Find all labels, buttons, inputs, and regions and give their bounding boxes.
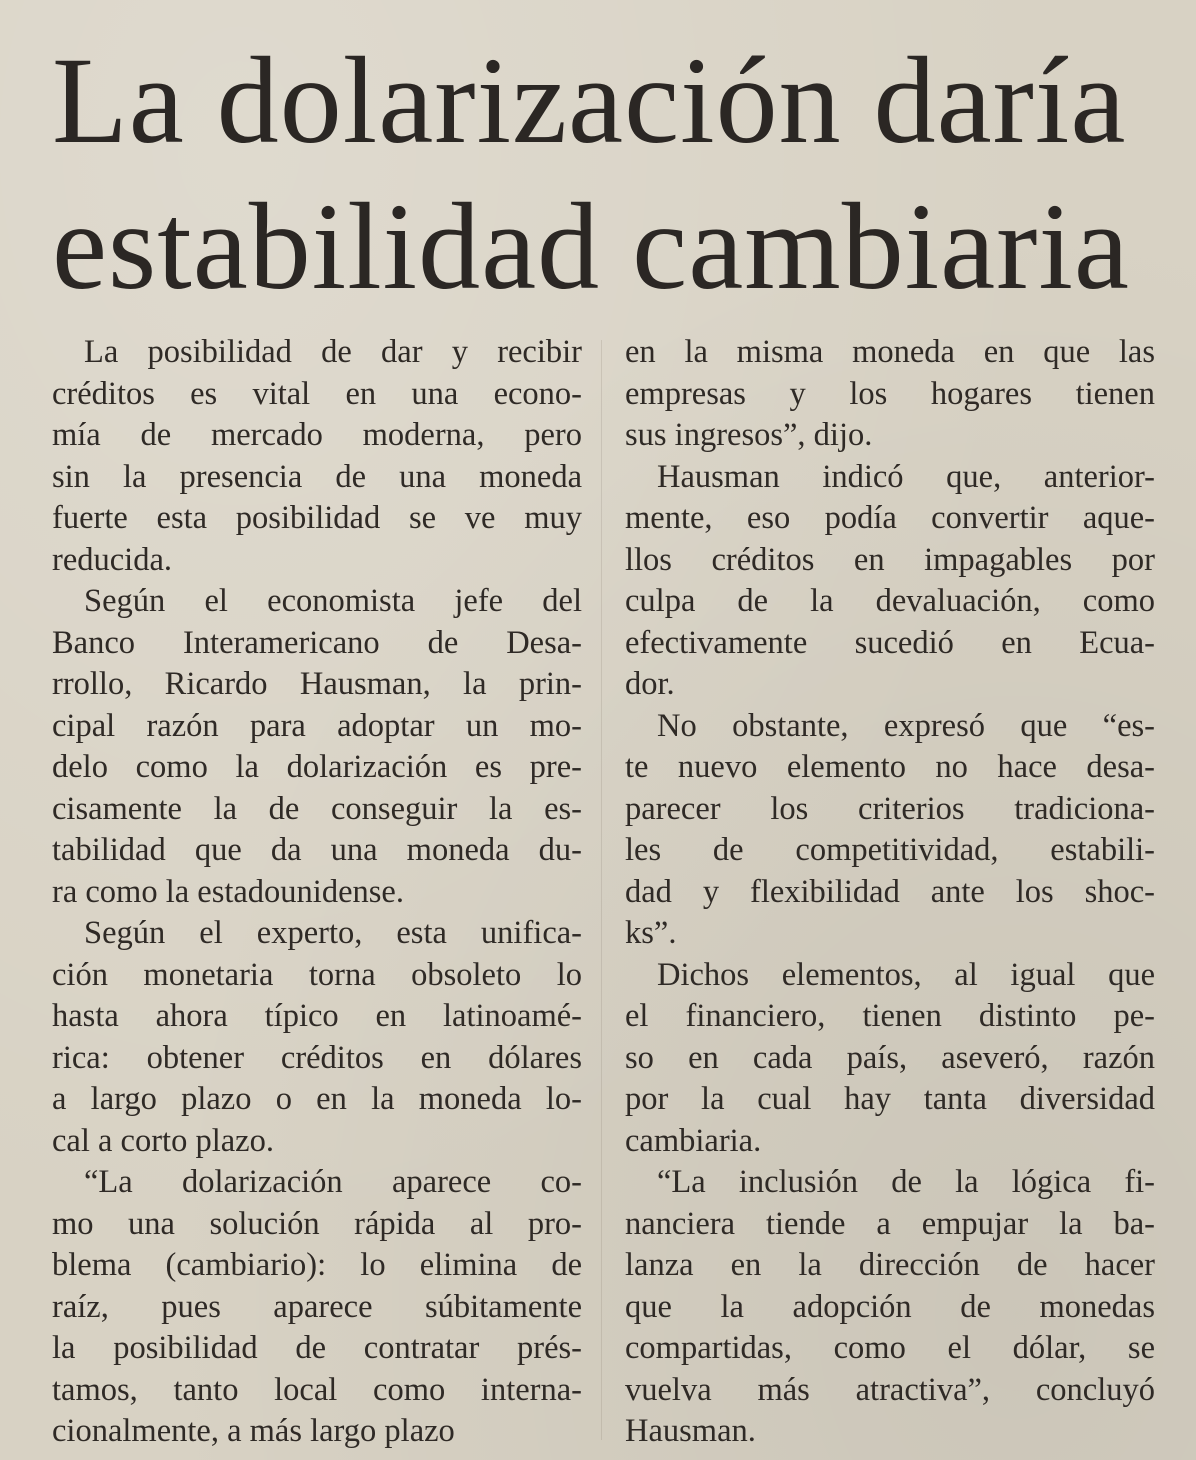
article-line: vuelva más atractiva”, concluyó xyxy=(625,1371,1155,1408)
article-line: tamos, tanto local como interna- xyxy=(52,1371,582,1408)
article-line: raíz, pues aparece súbitamente xyxy=(52,1288,582,1325)
article-line: cal a corto plazo. xyxy=(52,1122,274,1159)
article-paragraph xyxy=(625,332,1155,457)
article-paragraph xyxy=(52,332,582,581)
article-line: cisamente la de conseguir la es- xyxy=(52,790,582,827)
article-paragraph xyxy=(52,1162,582,1453)
article-line: ción monetaria torna obsoleto lo xyxy=(52,956,582,993)
article-line: efectivamente sucedió en Ecua- xyxy=(625,624,1155,661)
article-line: Según el economista jefe del xyxy=(84,583,582,619)
article-line: cipal razón para adoptar un mo- xyxy=(52,707,582,744)
article-line: Dichos elementos, al igual que xyxy=(657,956,1155,993)
article-line: dad y flexibilidad ante los shoc- xyxy=(625,873,1155,910)
article-line: delo como la dolarización es pre- xyxy=(52,749,582,785)
article-line: fuerte esta posibilidad se ve muy xyxy=(52,500,582,536)
article-line: dor. xyxy=(625,666,675,702)
article-column-right xyxy=(625,332,1155,1453)
article-line: Banco Interamericano de Desa- xyxy=(52,624,582,661)
article-line: Hausman indicó que, anterior- xyxy=(657,458,1155,495)
article-line: en la misma moneda en que las xyxy=(625,334,1155,370)
article-line: cambiaria. xyxy=(625,1122,762,1159)
article-line: llos créditos en impagables por xyxy=(625,541,1155,578)
article-line: lanza en la dirección de hacer xyxy=(625,1247,1155,1283)
article-line: “La inclusión de la lógica fi- xyxy=(657,1164,1155,1200)
article-line: cionalmente, a más largo plazo xyxy=(52,1413,455,1449)
article-line: No obstante, expresó que “es- xyxy=(657,707,1155,744)
article-line: La posibilidad de dar y recibir xyxy=(84,334,582,370)
article-line: compartidas, como el dólar, se xyxy=(625,1330,1155,1366)
column-divider xyxy=(601,340,602,1440)
article-line: les de competitividad, estabili- xyxy=(625,832,1155,868)
article-column-left xyxy=(52,332,582,1453)
article-line: parecer los criterios tradiciona- xyxy=(625,790,1155,827)
article-paragraph xyxy=(625,706,1155,955)
article-line: el financiero, tienen distinto pe- xyxy=(625,998,1155,1034)
article-line: tabilidad que da una moneda du- xyxy=(52,832,582,868)
article-line: la posibilidad de contratar prés- xyxy=(52,1330,582,1366)
article-paragraph xyxy=(625,955,1155,1163)
article-line: mente, eso podía convertir aque- xyxy=(625,500,1155,536)
article-line: que la adopción de monedas xyxy=(625,1288,1155,1325)
article-paragraph xyxy=(625,457,1155,706)
article-paragraph xyxy=(625,1162,1155,1453)
article-line: sin la presencia de una moneda xyxy=(52,458,582,495)
article-line: te nuevo elemento no hace desa- xyxy=(625,749,1155,785)
article-line: a largo plazo o en la moneda lo- xyxy=(52,1081,582,1117)
article-line: “La dolarización aparece co- xyxy=(84,1164,582,1200)
article-line: ks”. xyxy=(625,915,677,951)
article-line: Según el experto, esta unifica- xyxy=(84,915,582,951)
article-line: nanciera tiende a empujar la ba- xyxy=(625,1205,1155,1242)
article-line: por la cual hay tanta diversidad xyxy=(625,1081,1155,1117)
article-line: créditos es vital en una econo- xyxy=(52,375,582,412)
article-line: empresas y los hogares tienen xyxy=(625,375,1155,412)
article-line: rrollo, Ricardo Hausman, la prin- xyxy=(52,666,582,702)
article-line: hasta ahora típico en latinoamé- xyxy=(52,998,582,1034)
article-line: mía de mercado moderna, pero xyxy=(52,417,582,453)
article-line: sus ingresos”, dijo. xyxy=(625,417,873,453)
article-line: reducida. xyxy=(52,541,173,578)
headline-line-2: estabilidad cambiaria xyxy=(52,178,1130,315)
article-line: rica: obtener créditos en dólares xyxy=(52,1039,582,1076)
article-line: mo una solución rápida al pro- xyxy=(52,1205,582,1242)
article-line: Hausman. xyxy=(625,1413,756,1449)
article-line: culpa de la devaluación, como xyxy=(625,583,1155,619)
article-line: ra como la estadounidense. xyxy=(52,873,404,910)
article-paragraph xyxy=(52,581,582,913)
headline xyxy=(52,28,1162,320)
headline-line-1: La dolarización daría xyxy=(52,32,1127,169)
article-line: so en cada país, aseveró, razón xyxy=(625,1039,1155,1076)
article-paragraph xyxy=(52,913,582,1162)
article-line: blema (cambiario): lo elimina de xyxy=(52,1247,582,1283)
